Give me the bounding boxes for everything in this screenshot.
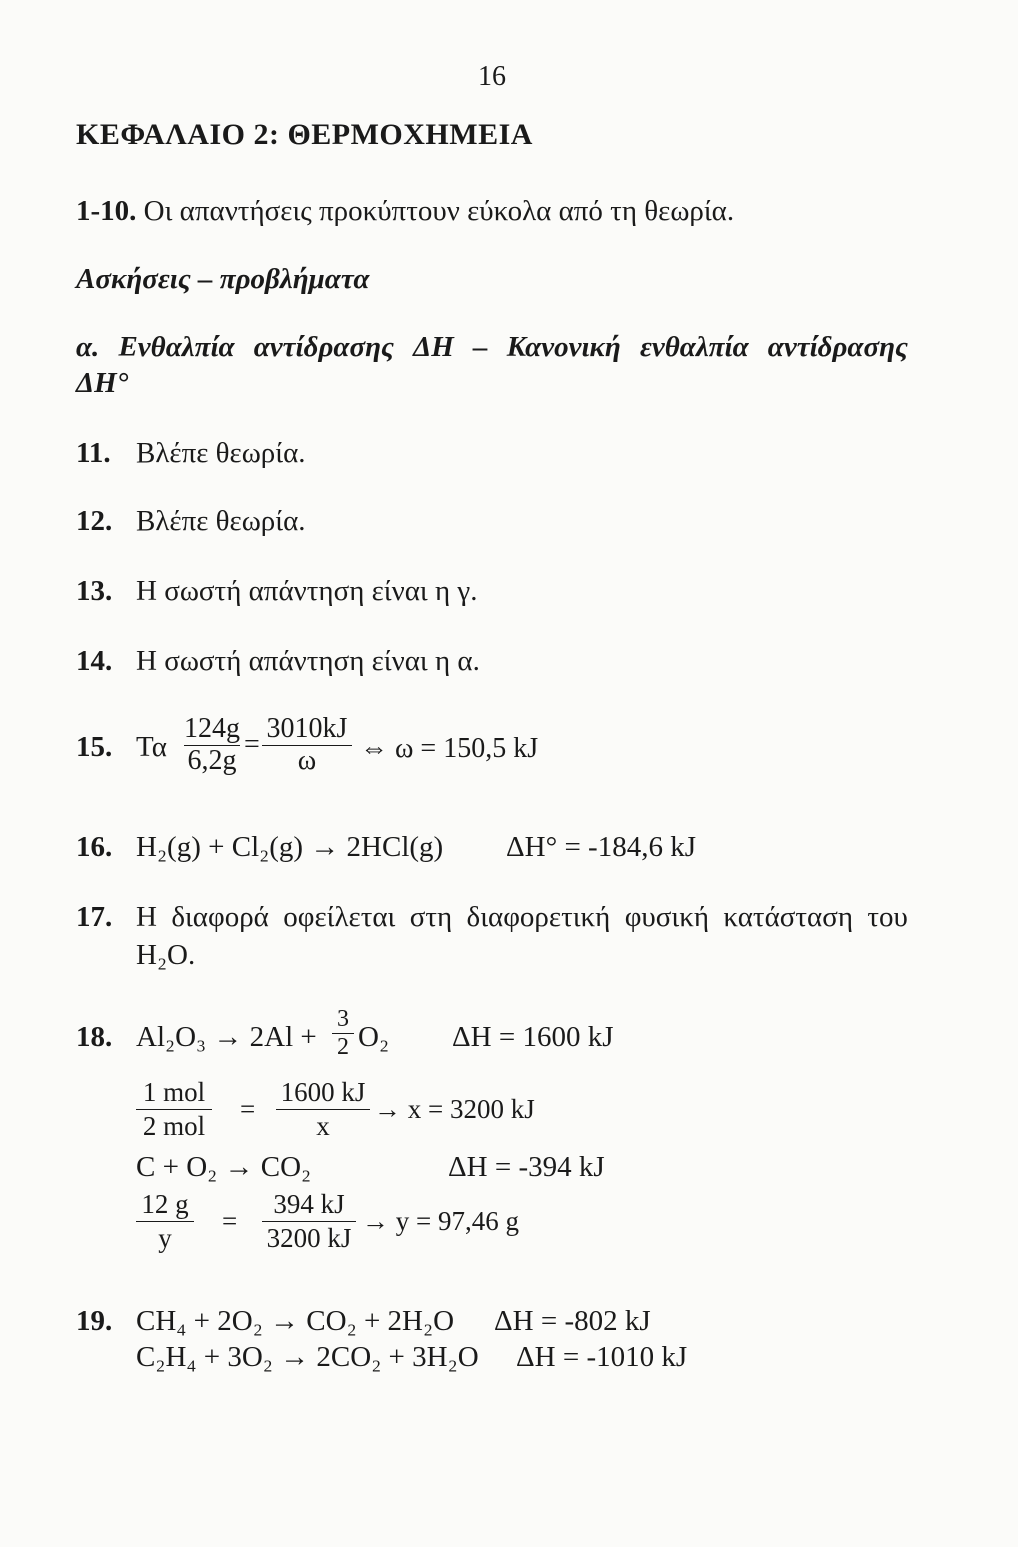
item-number: 13. [76, 575, 113, 607]
fraction-numerator: 124g [184, 713, 240, 744]
heading-word: ενθαλπία [639, 331, 749, 363]
fraction-numerator: 12 g [136, 1188, 194, 1222]
item-number: 12. [76, 505, 113, 537]
q19-eq2: C₂H₄ + 3O₂ → 2CO₂ + 3H₂O [136, 1341, 479, 1373]
item-number-18: 18. [76, 1021, 113, 1053]
q18-ratio1-equals: = [240, 1094, 256, 1124]
item-number: 14. [76, 645, 113, 677]
q15-fraction-2 [262, 714, 352, 776]
q19-eq1: CH₄ + 2O₂ → CO₂ + 2H₂O [136, 1305, 455, 1337]
q19-eq2-enthalpy: ΔH = -1010 kJ [516, 1341, 688, 1373]
q15-fraction-1 [184, 714, 240, 776]
q16-enthalpy: ΔH° = -184,6 kJ [506, 831, 696, 863]
item-number-15: 15. [76, 731, 113, 763]
word: στη [409, 901, 453, 933]
word: διαφορετική [466, 901, 611, 933]
q16-equation: H₂(g) + Cl₂(g) → 2HCl(g) [136, 831, 444, 863]
q18-ratio2-right [262, 1188, 356, 1254]
q18-ratio1-right [276, 1076, 370, 1142]
q18-eq1-left: Al₂O₃ → 2Al + [136, 1021, 317, 1053]
word: φυσική [624, 901, 709, 933]
chapter-title: ΚΕΦΑΛΑΙΟ 2: ΘΕΡΜΟΧΗΜΕΙΑ [76, 118, 533, 151]
word: Η [136, 901, 157, 933]
q15-equals: = [244, 729, 260, 760]
answer-11 [76, 436, 306, 470]
q15-result: ⇔ ω = 150,5 kJ [360, 733, 539, 764]
word: διαφορά [171, 901, 269, 933]
intro-line [76, 194, 734, 228]
item-number-19: 19. [76, 1305, 113, 1337]
section-title: Ασκήσεις – προβλήματα [76, 263, 370, 295]
item-text: Οι απαντήσεις προκύπτουν εύκολα από τη θεωρία. [143, 195, 735, 227]
item-number: 1-10. [76, 195, 137, 227]
q18-eq1-right: O₂ [358, 1021, 390, 1053]
fraction-numerator: 1600 kJ [276, 1076, 370, 1110]
fraction-denominator: ω [297, 745, 317, 776]
item-text: Βλέπε θεωρία. [136, 437, 306, 469]
q17-line1 [136, 900, 908, 934]
heading-word: ΔH [413, 331, 454, 363]
fraction-numerator: 3010kJ [262, 714, 352, 746]
fraction-denominator: 2 mol [142, 1111, 206, 1141]
answer-13 [76, 574, 477, 608]
page-number: 16 [478, 61, 506, 92]
q15-prefix: Τα [136, 731, 167, 763]
item-number: 11. [76, 437, 111, 469]
item-text: Η σωστή απάντηση είναι η α. [136, 645, 480, 677]
answer-12 [76, 504, 306, 538]
item-text: Βλέπε θεωρία. [136, 505, 306, 537]
q18-ratio2-equals: = [222, 1206, 238, 1236]
q18-ratio2-result: → y = 97,46 g [362, 1206, 519, 1236]
heading-word: αντίδρασης [767, 331, 908, 363]
heading-word: – [473, 331, 488, 363]
q18-eq2-enthalpy: ΔH = -394 kJ [448, 1151, 605, 1183]
word: οφείλεται [283, 901, 396, 933]
word: κατάσταση [723, 901, 854, 933]
fraction-numerator: 394 kJ [262, 1188, 356, 1222]
q18-ratio1-result: → x = 3200 kJ [374, 1094, 535, 1124]
heading-word: Κανονική [506, 331, 621, 363]
fraction-denominator: x [316, 1111, 330, 1141]
fraction-denominator: 3200 kJ [266, 1223, 352, 1253]
subsection-letter: α. [76, 331, 100, 363]
fraction-numerator: 1 mol [136, 1076, 212, 1110]
answer-14 [76, 644, 480, 678]
subsection-heading-line2: ΔH° [76, 367, 129, 399]
item-text: Η σωστή απάντηση είναι η γ. [136, 575, 478, 607]
q18-eq2: C + O₂ → CO₂ [136, 1151, 312, 1183]
q18-eq1-fraction [332, 1006, 354, 1060]
heading-word: Ενθαλπία [118, 331, 235, 363]
q18-ratio2-left [136, 1188, 194, 1254]
subsection-heading [76, 330, 908, 364]
fraction-denominator: 6,2g [187, 745, 237, 776]
q18-eq1-enthalpy: ΔH = 1600 kJ [452, 1021, 614, 1053]
fraction-denominator: y [158, 1223, 172, 1253]
word: του [867, 901, 908, 933]
q19-eq1-enthalpy: ΔH = -802 kJ [494, 1305, 651, 1337]
item-number-17: 17. [76, 901, 113, 933]
fraction-denominator: 2 [337, 1034, 349, 1060]
heading-word: αντίδρασης [253, 331, 394, 363]
q17-line2: H₂O. [136, 939, 196, 971]
item-number-16: 16. [76, 831, 113, 863]
fraction-numerator: 3 [332, 1006, 354, 1034]
q18-ratio1-left [136, 1076, 212, 1142]
